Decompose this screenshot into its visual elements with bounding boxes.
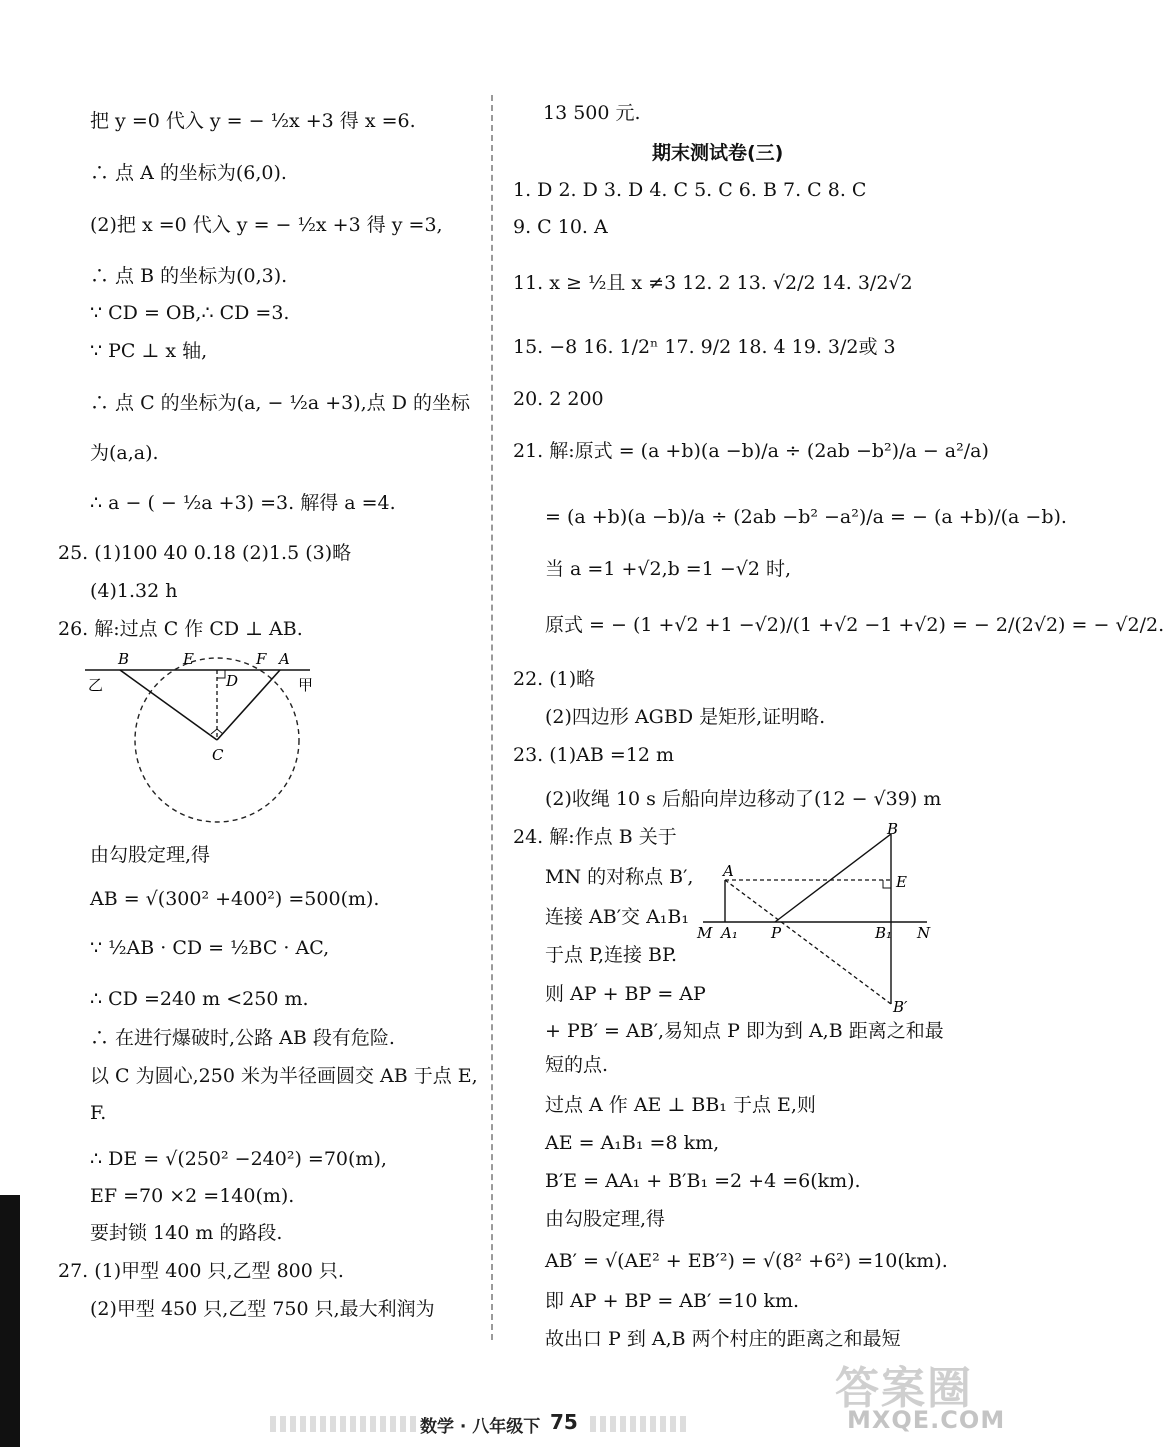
text-line: 故出口 P 到 A,B 两个村庄的距离之和最短 xyxy=(545,1328,901,1350)
question-24: 24. 解:作点 B 关于 xyxy=(513,826,677,848)
figure-label-B-prime: B′ xyxy=(893,998,908,1016)
text-line: AE = A₁B₁ =8 km, xyxy=(545,1132,720,1154)
text-line: 过点 A 作 AE ⊥ BB₁ 于点 E,则 xyxy=(545,1094,816,1116)
text-line: 要封锁 140 m 的路段. xyxy=(90,1222,283,1244)
text-line: 则 AP + BP = AP xyxy=(545,983,706,1005)
text-line: 为(a,a). xyxy=(90,442,159,464)
text-line: 即 AP + BP = AB′ =10 km. xyxy=(545,1290,800,1312)
footer-decoration-right xyxy=(590,1416,690,1432)
text-line: MN 的对称点 B′, xyxy=(545,866,694,888)
figure-label-B1: B₁ xyxy=(875,924,893,942)
text-line: ∴ a − ( − ½a +3) =3. 解得 a =4. xyxy=(90,492,396,514)
text-line: 由勾股定理,得 xyxy=(90,844,211,866)
text-line: ∵ CD = OB,∴ CD =3. xyxy=(90,302,290,324)
question-22: 22. (1)略 xyxy=(513,668,596,690)
answer-line: 9. C 10. A xyxy=(513,216,608,238)
text-line: EF =70 ×2 =140(m). xyxy=(90,1185,295,1207)
question-26: 26. 解:过点 C 作 CD ⊥ AB. xyxy=(58,618,303,640)
text-line: (2)把 x =0 代入 y = − ½x +3 得 y =3, xyxy=(90,214,443,236)
text-line: F. xyxy=(90,1102,107,1124)
question-23: 23. (1)AB =12 m xyxy=(513,744,675,766)
figure-label-M: M xyxy=(697,924,713,942)
text-line: (2)甲型 450 只,乙型 750 只,最大利润为 xyxy=(90,1298,435,1320)
figure-24 xyxy=(695,822,935,1017)
figure-label-jia: 甲 xyxy=(298,676,314,694)
question-21: 21. 解:原式 = (a +b)(a −b)/a ÷ (2ab −b²)/a − a²/a) xyxy=(513,440,989,462)
text-line: 由勾股定理,得 xyxy=(545,1208,666,1230)
figure-label-C: C xyxy=(212,746,224,764)
text-line: 连接 AB′交 A₁B₁ xyxy=(545,906,689,928)
text-line: (2)四边形 AGBD 是矩形,证明略. xyxy=(545,706,826,728)
text-line: 于点 P,连接 BP. xyxy=(545,944,677,966)
text-line: 把 y =0 代入 y = − ½x +3 得 x =6. xyxy=(90,110,416,132)
watermark-logo xyxy=(825,1352,1006,1442)
figure-label-E: E xyxy=(183,650,194,668)
question-27: 27. (1)甲型 400 只,乙型 800 只. xyxy=(58,1260,344,1282)
figure-label-N: N xyxy=(917,924,931,942)
text-line: 以 C 为圆心,250 米为半径画圆交 AB 于点 E, xyxy=(90,1065,478,1087)
figure-label-D: D xyxy=(226,672,239,690)
figure-label-B: B xyxy=(118,650,130,668)
text-line: AB′ = √(AE² + EB′²) = √(8² +6²) =10(km). xyxy=(545,1250,948,1272)
text-line: 短的点. xyxy=(545,1054,609,1076)
answer-line: 11. x ≥ ½且 x ≠3 12. 2 13. √2/2 14. 3/2√2 xyxy=(513,272,913,294)
text-line: (4)1.32 h xyxy=(90,580,178,602)
figure-label-B: B xyxy=(887,820,899,838)
footer-subject: 数学 · 八年级下 xyxy=(420,1417,541,1437)
figure-label-A1: A₁ xyxy=(721,924,738,942)
figure-label-E: E xyxy=(896,873,907,891)
watermark-url: MXQE.COM xyxy=(847,1406,1006,1434)
figure-label-A: A xyxy=(723,862,734,880)
text-line: 原式 = − (1 +√2 +1 −√2)/(1 +√2 −1 +√2) = − 2/(2√2) = − √2/2. xyxy=(545,614,1164,636)
footer-decoration-left xyxy=(270,1416,420,1432)
text-line: + PB′ = AB′,易知点 P 即为到 A,B 距离之和最 xyxy=(545,1020,944,1042)
section-title: 期末测试卷(三) xyxy=(652,142,784,164)
page-number: 75 xyxy=(550,1410,578,1434)
question-25: 25. (1)100 40 0.18 (2)1.5 (3)略 xyxy=(58,542,352,564)
text-line: = (a +b)(a −b)/a ÷ (2ab −b² −a²)/a = − (a +b)/(a −b). xyxy=(545,506,1067,528)
watermark-text: 答案圈 xyxy=(835,1363,973,1414)
text-line: ∴ 点 A 的坐标为(6,0). xyxy=(90,162,287,184)
column-divider xyxy=(491,95,493,1340)
figure-label-P: P xyxy=(771,924,782,942)
figure-label-A: A xyxy=(279,650,290,668)
text-line: B′E = AA₁ + B′B₁ =2 +4 =6(km). xyxy=(545,1170,861,1192)
text-line: 13 500 元. xyxy=(543,102,641,124)
text-line: ∴ 点 C 的坐标为(a, − ½a +3),点 D 的坐标 xyxy=(90,392,470,414)
answer-line: 15. −8 16. 1/2ⁿ 17. 9/2 18. 4 19. 3/2或 3 xyxy=(513,336,896,358)
figure-26 xyxy=(80,650,320,830)
figure-label-yi: 乙 xyxy=(88,676,104,694)
text-line: ∴ 在进行爆破时,公路 AB 段有危险. xyxy=(90,1027,395,1049)
answer-line: 20. 2 200 xyxy=(513,388,604,410)
figure-label-F: F xyxy=(256,650,267,668)
text-line: ∵ ½AB · CD = ½BC · AC, xyxy=(90,937,330,959)
text-line: AB = √(300² +400²) =500(m). xyxy=(90,888,380,910)
text-line: ∴ CD =240 m <250 m. xyxy=(90,988,309,1010)
text-line: ∵ PC ⊥ x 轴, xyxy=(90,340,208,362)
answer-line: 1. D 2. D 3. D 4. C 5. C 6. B 7. C 8. C xyxy=(513,179,867,201)
text-line: (2)收绳 10 s 后船向岸边移动了(12 − √39) m xyxy=(545,788,942,810)
text-line: ∴ 点 B 的坐标为(0,3). xyxy=(90,265,288,287)
text-line: 当 a =1 +√2,b =1 −√2 时, xyxy=(545,558,792,580)
text-line: ∴ DE = √(250² −240²) =70(m), xyxy=(90,1148,387,1170)
scan-edge-shadow xyxy=(0,1195,20,1447)
